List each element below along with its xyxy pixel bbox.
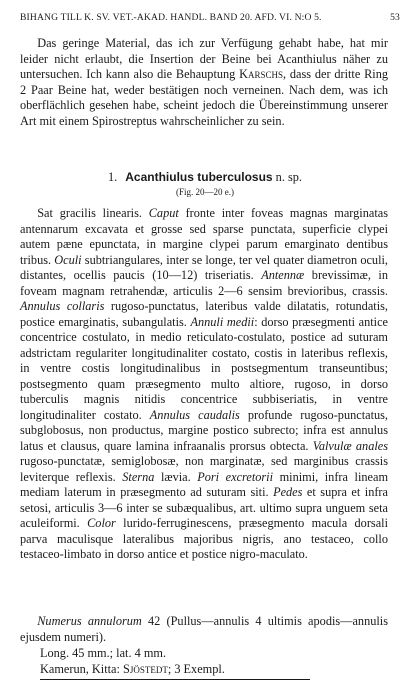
desc-text: rugoso-punctatæ, semiglobosæ, non marginatæ, sed marginibus crassis leviterque reflexis.	[20, 454, 388, 484]
desc-text: lævia.	[154, 469, 198, 484]
term-annulus-collaris: Annulus collaris	[20, 299, 105, 313]
species-heading	[0, 170, 410, 185]
running-header	[20, 12, 400, 23]
page-number: 53	[390, 12, 400, 23]
term-pori-excretorii: Pori excretorii	[197, 469, 274, 484]
desc-text: profunde rugoso-punctatus, subglobosus, non productus, margine postico subrecto; infra est annulus latus et clausus, quare lamina infraanalis prorsus obtecta.	[20, 407, 389, 453]
journal-citation: BIHANG TILL K. SV. VET.-AKAD. HANDL. BAND 20. AFD. VI. N:O 5.	[20, 12, 322, 23]
term-annuli-medii: Annuli medii	[190, 314, 255, 329]
term-sterna: Sterna	[122, 469, 155, 484]
desc-text: fronte inter foveas magnas marginatas antennarum excavata et grosse sed sparse punctata, superficie clypei autem pæne epunctata, in margine clypei parum emarginato dentibus tribus.	[20, 206, 388, 267]
intro-text-part2: , dass der dritte Ring 2 Paar Beine hat, weder bestätigen noch verneinen. Nach dem, was ich oberflächlich gesehen habe, scheint jedoch die Übereinstimmung unserer Art mit einem Spirostreptus wahrscheinlicher zu sein.	[20, 67, 389, 128]
species-name: Acanthiulus tuberculosus	[125, 170, 273, 184]
measurements: Long. 45 mm.; lat. 4 mm.	[40, 646, 167, 660]
desc-text: rugoso-punctatus, lateribus valde dilatatis, rotundatis, postice emarginatis, subangulatis.	[20, 299, 388, 329]
desc-text: lurido-ferruginescens, præsegmento macula dorsali parva maculisque lateralibus majoribus nigris, ano testaceo, collo testaceo-limbato in dorso antice et postice nigro-maculato.	[20, 516, 388, 561]
desc-text: et supra et infra setosi, articulis 3—6 inter se subæqualibus, art. ultimo supra unguem seta aculeiformi.	[20, 485, 388, 530]
term-antennae: Antennæ	[261, 268, 305, 282]
collector-name: Sjöstedt	[122, 662, 168, 676]
author-name: Karschs	[239, 67, 284, 81]
species-description	[20, 206, 388, 563]
specimen-count: ; 3 Exempl.	[167, 662, 225, 676]
numerus-text: 42 (Pullus—annulis 4 ultimis apodis—annulis ejusdem numeri).	[20, 614, 388, 644]
figure-reference: (Fig. 20—20 e.)	[176, 187, 234, 197]
intro-text-part1: Das geringe Material, das ich zur Verfügung gehabt habe, hat mir leider nicht erlaubt, die Insertion der Beine bei Acanthiulus näher zu untersuchen. Ich kann also die Behauptung	[20, 36, 388, 81]
desc-text: subtriangulares, inter se longe, ter vel quater diametron oculi, distantes, ocellis paucis (10—12) triseriatis.	[20, 252, 388, 282]
locality	[40, 662, 225, 677]
term-annulus-caudalis: Annulus caudalis	[149, 407, 240, 422]
desc-text: minimi, infra lineam mediam laterum in præsegmento ad suturam siti.	[20, 469, 389, 499]
term-numerus-annulorum: Numerus annulorum	[37, 614, 142, 628]
numerus-annulorum	[20, 614, 388, 645]
locality-place: Kamerun, Kitta:	[40, 662, 123, 676]
species-number: 1.	[108, 170, 118, 184]
closing-rule	[40, 679, 310, 680]
desc-text: : dorso præsegmenti antice concentrice costulato, in medio reticulato-costulato, postice ad suturam adstrictam regulariter longitudinaliter costato, costis in lateribus reflexis, in ventre costis longitudinalibus in postsegmentum transeuntibus; postsegmento quam præsegmento multo altiore, rugoso, in dorso tuberculis magnis nitidis concentrice subbiseriatis, in ventre longitudinaliter costato.	[20, 314, 388, 422]
term-valvulae-anales: Valvulæ anales	[312, 438, 388, 453]
term-oculi: Oculi	[54, 252, 82, 267]
species-suffix: n. sp.	[272, 170, 302, 184]
intro-paragraph	[20, 36, 388, 129]
desc-text: Sat gracilis linearis.	[37, 206, 149, 220]
term-caput: Caput	[148, 206, 179, 220]
term-color: Color	[87, 516, 116, 530]
desc-text: brevissimæ, in foveam magnam retrahendæ, articulis 2—6 sensim brevioribus, crassis.	[20, 268, 388, 298]
term-pedes: Pedes	[273, 485, 303, 499]
